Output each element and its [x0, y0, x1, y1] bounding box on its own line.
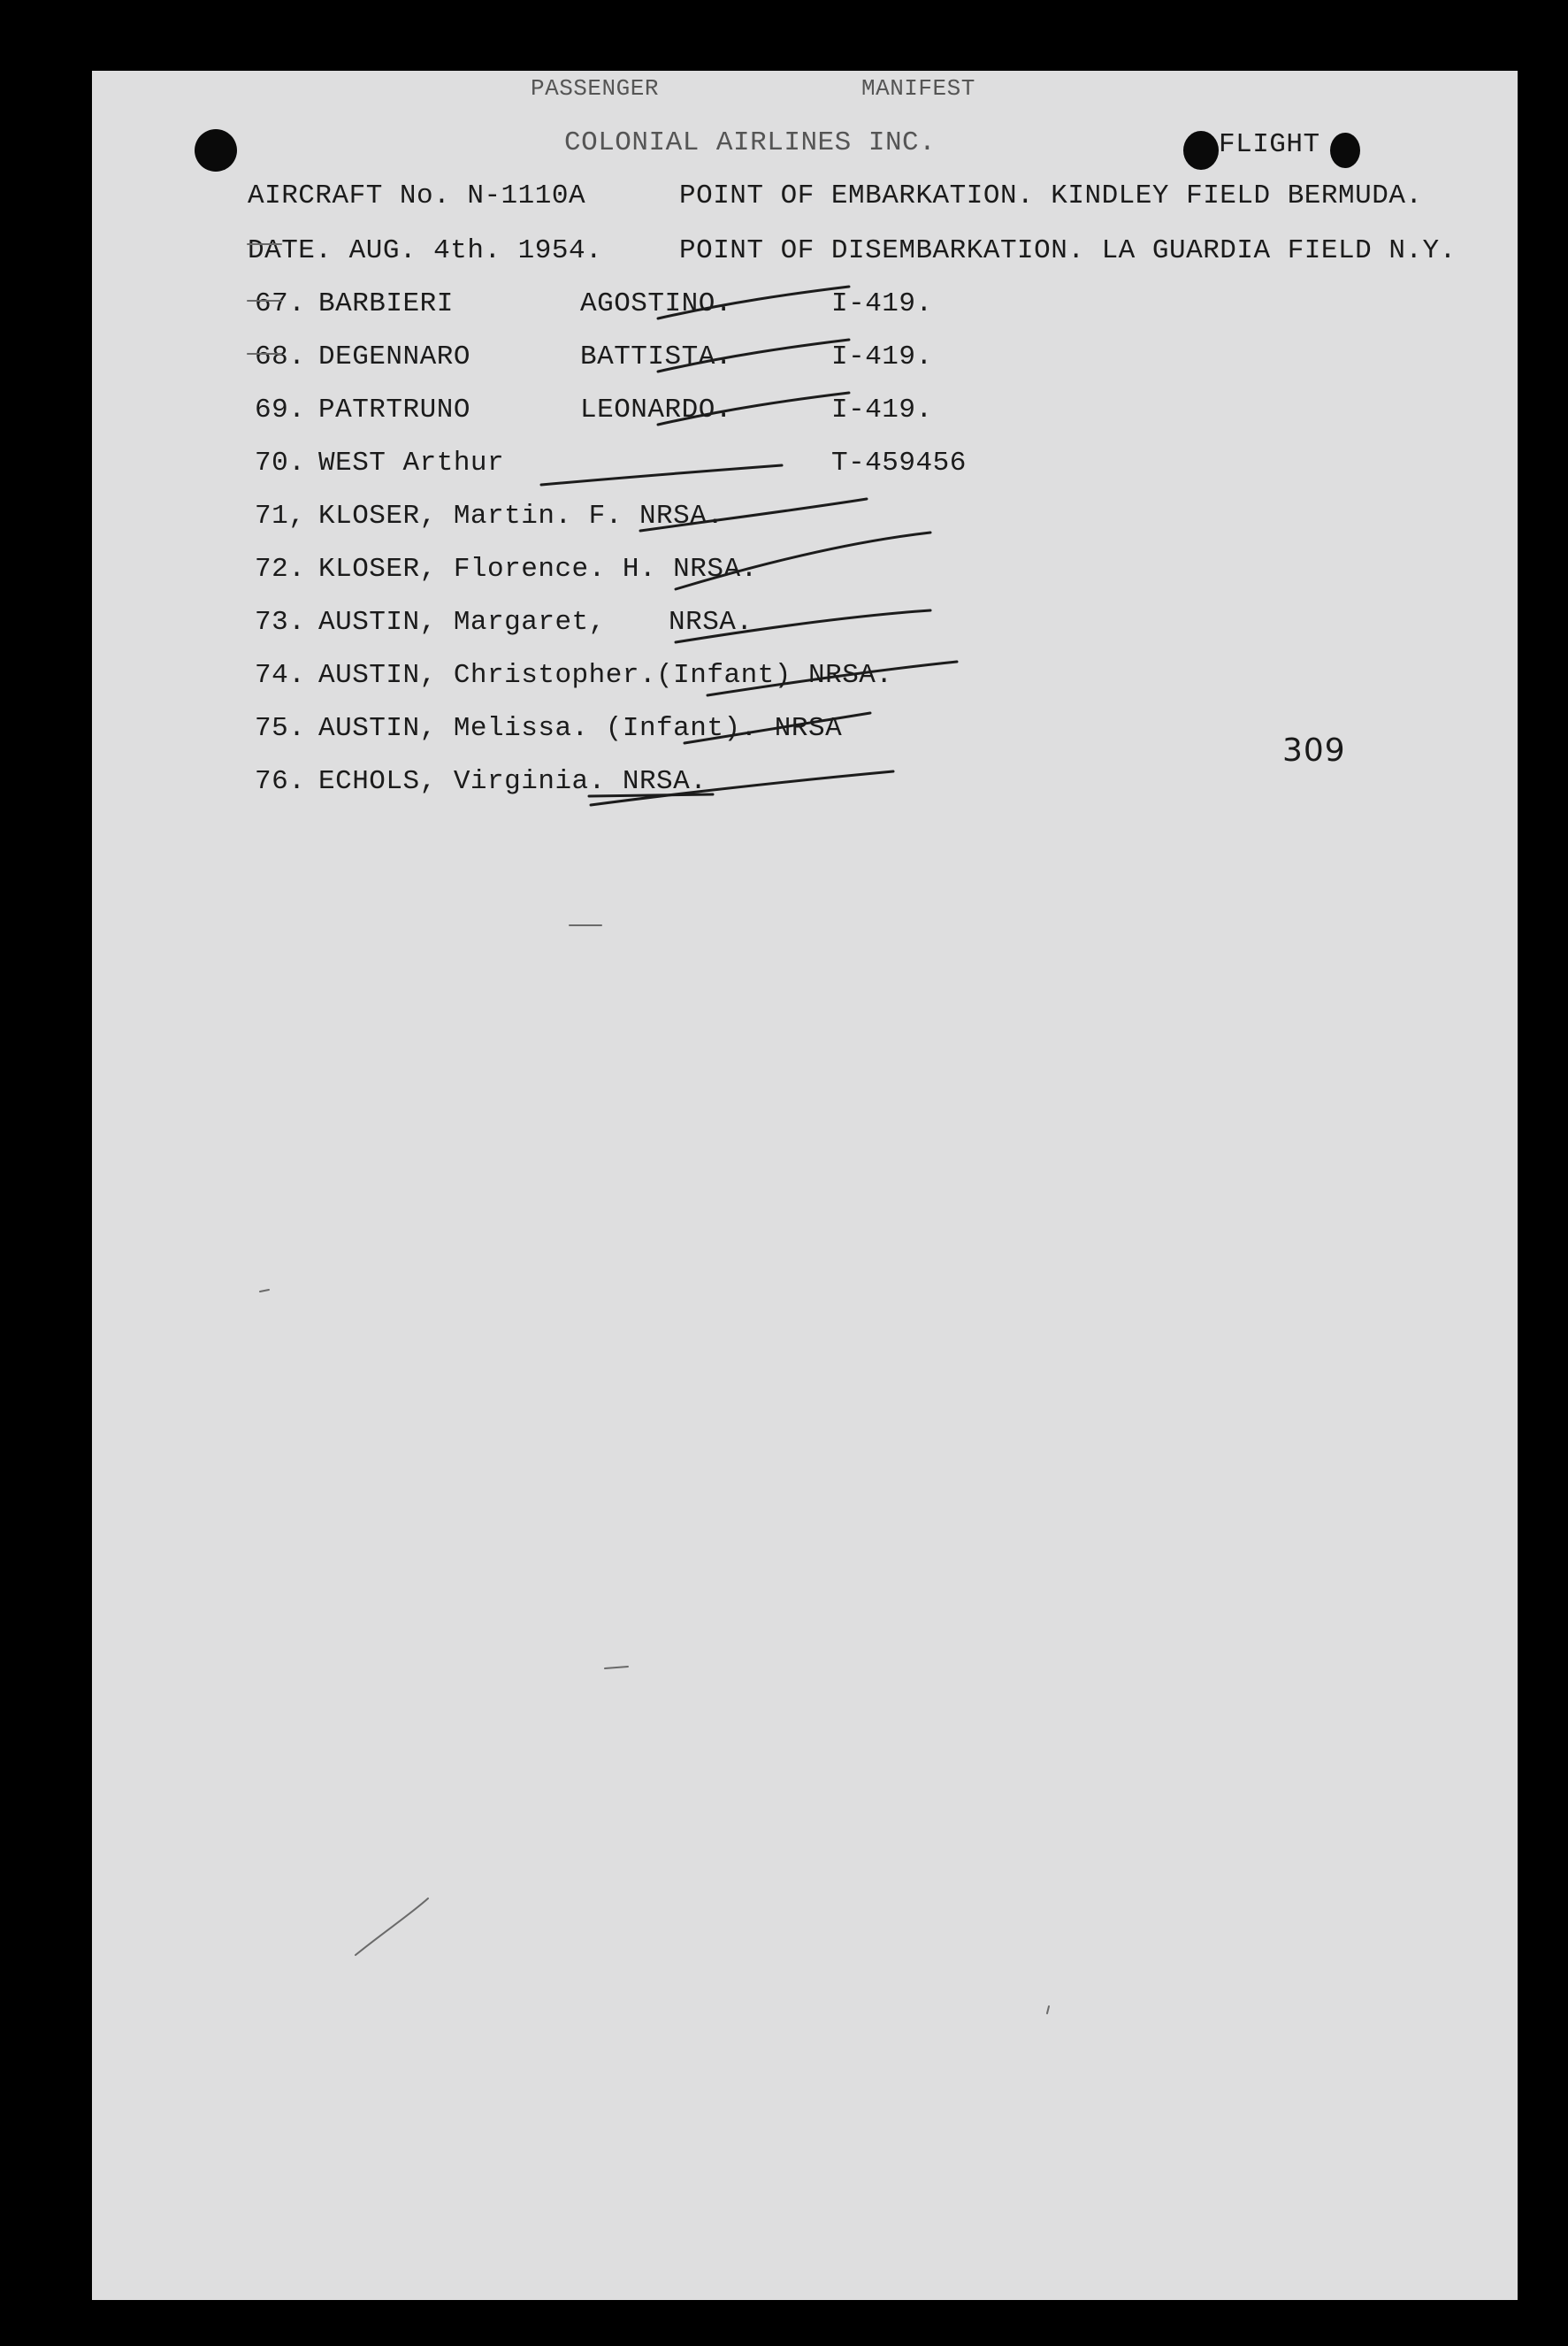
strike-row-70	[541, 465, 782, 485]
row-74-name: AUSTIN, Christopher.(Infant) NRSA.	[318, 660, 893, 691]
row-69-number: 69.	[255, 395, 306, 426]
row-67-doc: I-419.	[831, 288, 933, 319]
stray-mark-3	[605, 1667, 628, 1668]
operator-line: COLONIAL AIRLINES INC.	[564, 127, 937, 158]
row-73-name: AUSTIN, Margaret,	[318, 607, 606, 638]
row-68-number: 68.	[255, 341, 306, 372]
row-72-name: KLOSER, Florence. H. NRSA.	[318, 554, 758, 585]
aircraft-line: AIRCRAFT No. N-1110A	[248, 180, 586, 211]
strike-row-73	[676, 610, 930, 642]
row-67-surname: BARBIERI	[318, 288, 454, 319]
row-72-number: 72.	[255, 554, 306, 585]
row-69-doc: I-419.	[831, 395, 933, 426]
flight-label: FLIGHT	[1219, 129, 1320, 160]
row-68-doc: I-419.	[831, 341, 933, 372]
strike-row-72	[676, 533, 930, 589]
strike-row-74	[708, 662, 957, 695]
row-76-name: ECHOLS, Virginia. NRSA.	[318, 766, 708, 797]
row-69-given: LEONARDO.	[580, 395, 732, 426]
row-67-number: 67.	[255, 288, 306, 319]
stray-mark-2	[260, 1290, 269, 1292]
row-73-status: NRSA.	[669, 607, 753, 638]
row-70-doc: T-459456	[831, 448, 967, 479]
stray-mark-4	[356, 1898, 428, 1955]
header-passenger-word: PASSENGER	[531, 75, 659, 102]
strike-row-75	[685, 713, 870, 743]
header-manifest-word: MANIFEST	[861, 75, 975, 102]
strike-row-68	[658, 340, 849, 372]
row-70-name: WEST Arthur	[318, 448, 505, 479]
disembarkation-line: POINT OF DISEMBARKATION. LA GUARDIA FIELD N.Y.	[679, 235, 1457, 266]
row-75-name: AUSTIN, Melissa. (Infant). NRSA	[318, 713, 843, 744]
pen-strokes	[92, 71, 1518, 2300]
page-number: 309	[1282, 732, 1346, 769]
manifest-page	[92, 71, 1518, 2300]
date-line: DATE. AUG. 4th. 1954.	[248, 235, 603, 266]
row-71-number: 71,	[255, 501, 306, 532]
row-73-number: 73.	[255, 607, 306, 638]
row-68-given: BATTISTA.	[580, 341, 732, 372]
strike-row-71	[640, 499, 867, 531]
strike-row-76	[591, 771, 893, 805]
strike-row-69	[658, 393, 849, 425]
row-71-name: KLOSER, Martin. F. NRSA.	[318, 501, 724, 532]
row-75-number: 75.	[255, 713, 306, 744]
row-74-number: 74.	[255, 660, 306, 691]
strike-row-76-nrsa	[589, 794, 713, 796]
row-70-number: 70.	[255, 448, 306, 479]
stray-mark-5	[1047, 2006, 1049, 2013]
row-69-surname: PATRTRUNO	[318, 395, 470, 426]
row-68-surname: DEGENNARO	[318, 341, 470, 372]
row-76-number: 76.	[255, 766, 306, 797]
strike-row-67	[658, 287, 849, 318]
embarkation-line: POINT OF EMBARKATION. KINDLEY FIELD BERMUDA.	[679, 180, 1423, 211]
row-67-given: AGOSTINO.	[580, 288, 732, 319]
